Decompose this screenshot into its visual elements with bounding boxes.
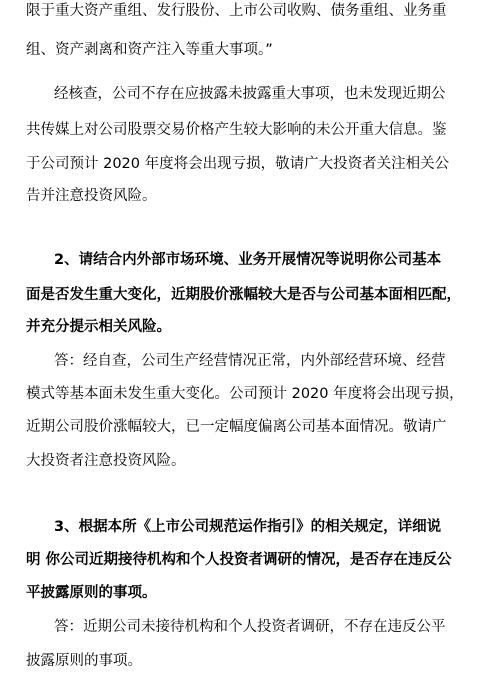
answer-line: 近期公司股价涨幅较大，已一定幅度偏离公司基本面情况。敬请广 <box>26 419 447 435</box>
answer-line: 答：近期公司未接待机构和个人投资者调研，不存在违反公平 <box>54 619 446 635</box>
answer-line: 披露原则的事项。 <box>26 653 142 669</box>
question-line: 3、根据本所《上市公司规范运作指引》的相关规定，详细说 <box>54 519 442 535</box>
answer-line: 大投资者注意投资风险。 <box>26 453 186 469</box>
question-line: 明 你公司近期接待机构和个人投资者调研的情况，是否存在违反公 <box>26 552 452 568</box>
paragraph-line: 限于重大资产重组、发行股份、上市公司收购、债务重组、业务重 <box>26 3 447 19</box>
paragraph-line: 组、资产剥离和资产注入等重大事项。” <box>26 42 273 58</box>
question-line: 平披露原则的事项。 <box>26 585 157 601</box>
question-line: 并充分提示相关风险。 <box>26 319 171 335</box>
paragraph-line: 告并注意投资风险。 <box>26 188 157 204</box>
answer-line: 答：经自查，公司生产经营情况正常，内外部经营环境、经营 <box>54 353 446 369</box>
paragraph-line: 于公司预计 2020 年度将会出现亏损，敬请广大投资者关注相关公 <box>26 156 450 172</box>
question-line: 2、请结合内外部市场环境、业务开展情况等说明你公司基本 <box>54 252 442 268</box>
question-line: 面是否发生重大变化，近期股价涨幅较大是否与公司基本面相匹配， <box>26 287 461 303</box>
paragraph-line: 共传媒上对公司股票交易价格产生较大影响的未公开重大信息。鉴 <box>26 122 447 138</box>
paragraph-line: 经核查，公司不存在应披露未披露重大事项，也未发现近期公 <box>54 86 446 102</box>
answer-line: 模式等基本面未发生重大变化。公司预计 2020 年度将会出现亏损， <box>26 386 464 402</box>
